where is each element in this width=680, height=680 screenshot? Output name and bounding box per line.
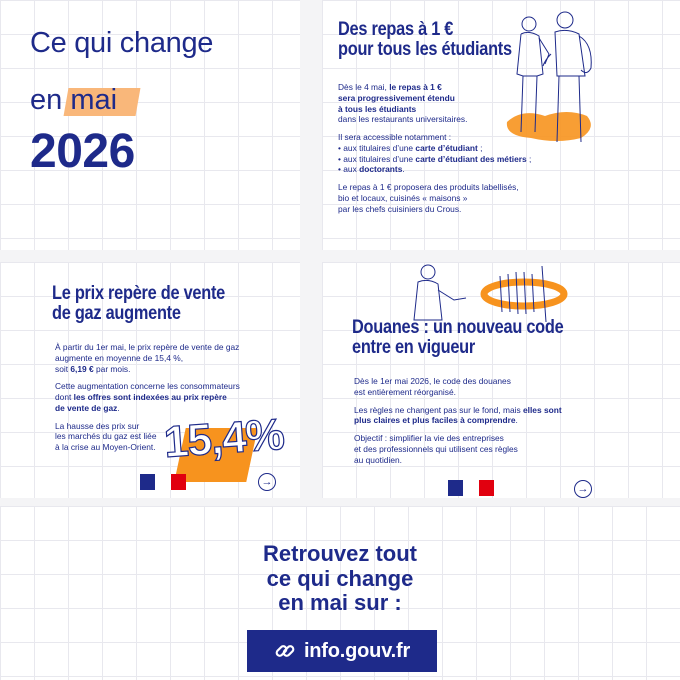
title-highlight: mai xyxy=(70,84,117,117)
repas-card xyxy=(322,0,680,250)
repas-list xyxy=(338,143,568,175)
douanes-card xyxy=(322,262,680,498)
list-item: • aux doctorants. xyxy=(338,164,405,175)
link-icon xyxy=(274,640,296,662)
title-line-2 xyxy=(30,84,117,117)
gaz-body: À partir du 1er mai, le prix repère de vente de gaz augmente en moyenne de 15,4 %, soit 6,19 € par mois. Cette augmentation concerne les consommateurs dont les offres sont indexées au prix repère de vente de gaz. La hausse des prix sur les marchés du gaz est liée à la crise au Moyen-Orient. xyxy=(55,342,240,452)
footer-heading: Retrouvez tout ce qui change en mai sur : xyxy=(263,541,417,616)
douanes-body: Dès le 1er mai 2026, le code des douanes est entièrement réorganisé. Les règles ne changent pas sur le fond, mais elles sont plus claires et plus faciles à comprendre. Objectif : simplifier la vie des entreprises et des professionnels qui utilisent ces règles au quotidien. xyxy=(354,376,562,465)
title-prefix: en xyxy=(30,84,63,116)
list-item: • aux titulaires d’une carte d’étudiant des métiers ; xyxy=(338,153,532,164)
title-line-1: Ce qui change xyxy=(30,27,214,59)
republique-francaise-flag-icon xyxy=(448,480,494,496)
title-card xyxy=(0,0,300,250)
repas-title: Des repas à 1 € pour tous les étudiants xyxy=(338,19,512,60)
link-label: info.gouv.fr xyxy=(303,639,411,662)
title-year: 2026 xyxy=(30,125,135,178)
footer-card xyxy=(0,506,680,680)
big-number: 15,4% xyxy=(162,409,286,468)
gaz-title: Le prix repère de vente de gaz augmente xyxy=(52,283,225,324)
republique-francaise-flag-icon xyxy=(140,474,186,490)
douanes-title: Douanes : un nouveau code entre en vigueur xyxy=(352,317,564,358)
arrow-right-circle-icon[interactable]: → xyxy=(574,480,592,498)
list-item: • aux titulaires d’une carte d’étudiant ; xyxy=(338,142,483,153)
info-gouv-link-button[interactable] xyxy=(247,630,437,672)
arrow-right-circle-icon[interactable]: → xyxy=(258,473,276,491)
repas-body: Dès le 4 mai, le repas à 1 € sera progressivement étendu à tous les étudiants dans les restaurants universitaires. Il sera accessible notamment : • aux titulaires d’une carte d’étudiant ; • aux titulaires d’une carte d’étudiant des métiers ; • aux doctorants. Le repas à 1 € proposera des produits labellisés, bio et locaux, cuisinés « maisons » par les chefs cuisiniers du Crous. xyxy=(338,82,568,214)
gaz-card xyxy=(0,262,300,498)
